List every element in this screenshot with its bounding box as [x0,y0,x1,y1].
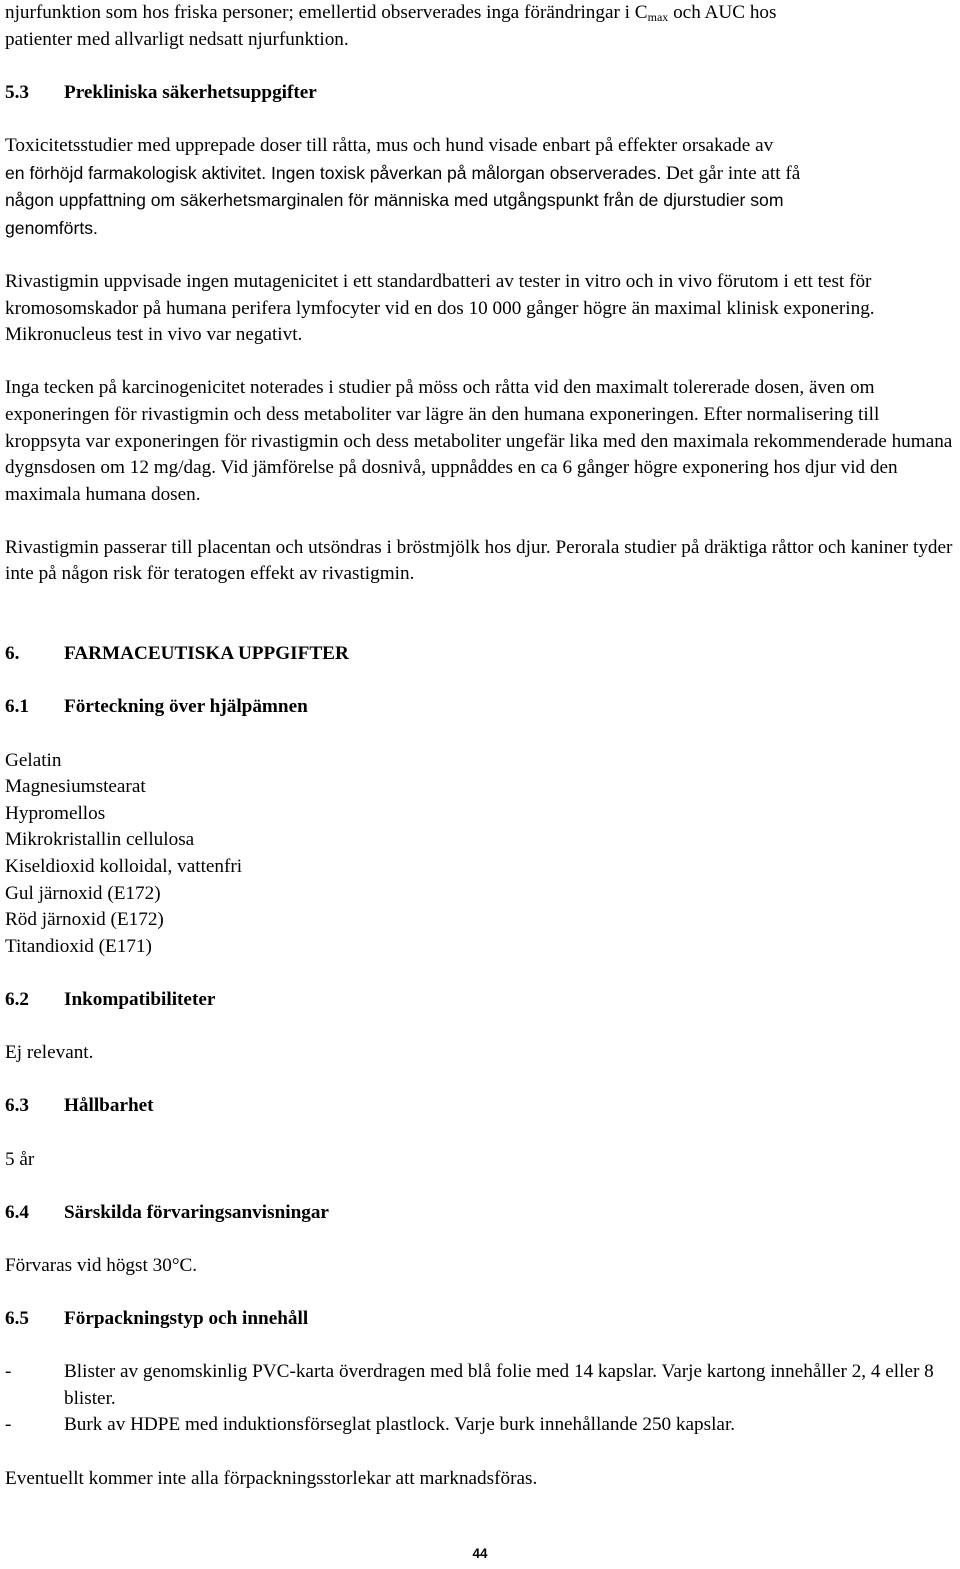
section-number: 6.4 [5,1201,29,1223]
storage-text: Förvaras vid högst 30°C. [5,1254,198,1276]
section-title: Prekliniska säkerhetsuppgifter [64,81,317,103]
list-item: Gelatin [5,749,62,771]
list-item: Magnesiumstearat [5,776,146,798]
section-number: 6.5 [5,1308,29,1330]
carcinogenicity-paragraph: Inga tecken på karcinogenicitet noterades i studier på möss och råtta vid den maximalt tolererade dosen, även om exponeringen för rivastigmin och dess metaboliter var lägre än den humana exponeringen. Efter normalisering till kroppsyta var exponeringen för rivastigmin och dess metaboliter ungefär lika med den maximala rekommenderade humana dygnsdosen om 12 mg/dag. Vid jämförelse på dosnivå, uppnåddes en ca 6 gånger högre exponering hos djur vid den maximala humana dosen. [5,377,953,505]
list-dash: - [5,1414,12,1436]
section-number: 5.3 [5,81,29,103]
toxicity-line2: en förhöjd farmakologisk aktivitet. Ingen toxisk påverkan på målorgan observerades. [5,162,662,183]
section-5-3-heading [5,80,955,107]
intro-line1-a: njurfunktion som hos friska personer; emellertid observerades inga förändringar i C [5,2,648,23]
document-page [5,0,955,1492]
list-item [5,1359,955,1412]
mutagenicity-paragraph: Rivastigmin uppvisade ingen mutagenicitet i ett standardbatteri av tester in vitro och in vivo förutom i ett test för kromosomskador på humana perifera lymfocyter vid en dos 10 000 gånger högre än maximal klinisk exponering. Mikronucleus test in vivo var negativt. [5,270,875,346]
section-title: Inkompatibiliteter [64,988,216,1010]
section-6-heading [5,641,955,668]
list-item: Titandioxid (E171) [5,935,152,957]
list-dash: - [5,1361,12,1383]
intro-line2: patienter med allvarligt nedsatt njurfunktion. [5,28,349,50]
section-6-1-heading [5,694,955,721]
section-6-3-heading [5,1093,955,1120]
toxicity-line2-tail: Det går inte att få [661,162,801,184]
section-title: Förteckning över hjälpämnen [64,696,308,718]
package-list [5,1359,955,1439]
excipient-list [5,748,955,961]
list-item: Kiseldioxid kolloidal, vattenfri [5,856,243,877]
page-number: 44 [472,1546,488,1561]
section-6-2-heading [5,987,955,1014]
section-number: 6.1 [5,696,29,718]
intro-line1-b: och AUC hos [668,2,777,23]
incompatibilities-text: Ej relevant. [5,1042,94,1064]
section-title: Förpackningstyp och innehåll [64,1308,309,1330]
list-item [5,1412,955,1439]
intro-subscript: max [647,10,669,24]
section-title: FARMACEUTISKA UPPGIFTER [64,643,349,665]
list-item-text: Burk av HDPE med induktionsförseglat plastlock. Varje burk innehållande 250 kapslar. [64,1414,736,1436]
section-number: 6. [5,643,20,665]
list-item: Hypromellos [5,802,106,824]
section-title: Hållbarhet [64,1095,154,1117]
list-item: Gul järnoxid (E172) [5,882,161,904]
toxicity-line3: någon uppfattning om säkerhetsmarginalen för människa med utgångspunkt från de djurstudier som [5,190,784,211]
placenta-paragraph: Rivastigmin passerar till placentan och utsöndras i bröstmjölk hos djur. Perorala studier på dräktiga råttor och kaniner tyder inte på någon risk för teratogen effekt av rivastigmin. [5,536,953,585]
section-6-5-heading [5,1306,955,1333]
section-title: Särskilda förvaringsanvisningar [64,1201,329,1223]
section-number: 6.2 [5,988,29,1010]
marketing-note: Eventuellt kommer inte alla förpackningsstorlekar att marknadsföras. [5,1467,538,1489]
section-6-4-heading [5,1200,955,1227]
toxicity-paragraph [5,133,955,242]
list-item: Röd järnoxid (E172) [5,909,164,931]
toxicity-line1: Toxicitetsstudier med upprepade doser till råtta, mus och hund visade enbart på effekter orsakade av [5,134,774,156]
toxicity-line4: genomförts. [5,217,98,238]
list-item: Mikrokristallin cellulosa [5,829,195,851]
list-item-text: Blister av genomskinlig PVC-karta överdragen med blå folie med 14 kapslar. Varje kartong innehåller 2, 4 eller 8 blister. [64,1361,934,1409]
shelf-life-text: 5 år [5,1148,35,1170]
intro-paragraph [5,0,955,53]
section-number: 6.3 [5,1095,29,1117]
